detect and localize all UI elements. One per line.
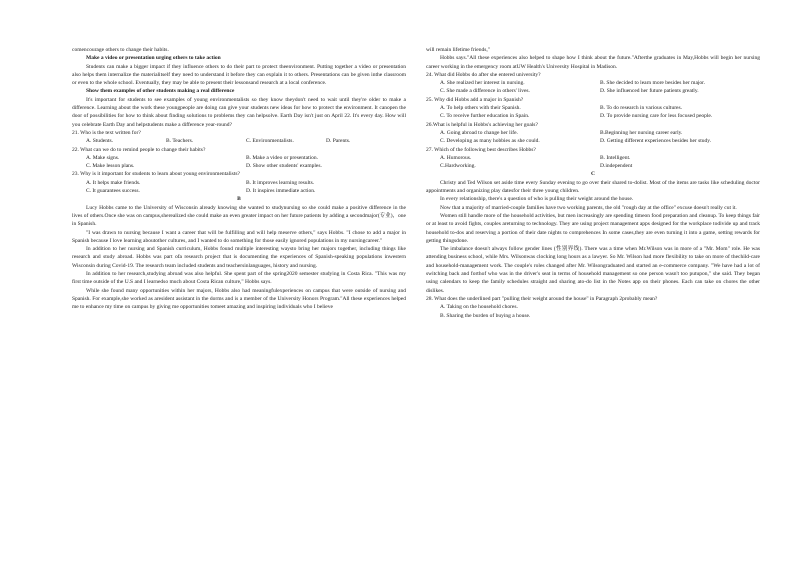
paragraph: In addition to her nursing and Spanish curriculum, Hobbs found multiple interesting waysto bring her majors together, including things like research and study abroad. Hobbs was part ofa research project that is documenting the experiences of Spanish-speaking populations inwestern Wisconsin during Covid-19. The research team included students and teachersinlanguages, history and nursing. [72, 246, 406, 269]
paragraph: Christy and Ted Wilson set aside time every Sunday evening to go over their shared to-dolist. Most of the items are tasks like scheduling doctor appointments and organizing play datesfor their three young children. [426, 179, 760, 195]
question-23-options [72, 179, 406, 196]
paragraph: While she found many opportunities within her majors, Hobbs also had meaningfulexperiences on campus that were outside of nursing and Spanish. For example,she worked as aresident assistant in the dorms and is a member of the University Honors Program."All these experiences helped me to enhance my time on campus by giving me opportunities tomeet amazing and inspiring individuals who I believe [72, 287, 406, 311]
question-27: 27. Which of the following best describes Hobbs? [426, 146, 536, 153]
option: D. It inspires immediate action. [246, 188, 316, 195]
option: D. To provide nursing care for less focused people. [600, 113, 713, 120]
question-28-options [426, 303, 760, 320]
option: A. To help others with their Spanish. [440, 105, 521, 112]
option: A. Students. [86, 138, 114, 145]
option: A. She realized her interest in nursing. [440, 80, 525, 87]
option: C.Hardworking. [440, 163, 476, 170]
question-24-options [426, 79, 760, 96]
left-column [72, 46, 406, 312]
question-25: 25. Why did Hobbs add a major in Spanish? [426, 96, 524, 103]
question-24: 24. What did Hobbs do after she entered university? [426, 71, 541, 78]
question-27-options [426, 154, 760, 171]
option: D.independent [600, 163, 633, 170]
option: C. She made a difference in others' lives. [440, 88, 530, 95]
option: A. It helps make friends. [86, 179, 141, 186]
option: B.Beginning her nursing career early. [600, 129, 683, 136]
question-26: 26.What is helpful in Hobbs's achieving her goals? [426, 121, 538, 128]
paragraph: comencourage others to change their habits. [72, 47, 169, 53]
option: A. Going abroad to change her life. [440, 129, 518, 136]
option: B. To do research in various cultures. [600, 105, 682, 112]
option: B. Sharing the burden of buying a house. [440, 312, 531, 319]
question-22-options [72, 154, 406, 171]
section-heading: Make a video or presentation urging others to take action [86, 55, 221, 62]
paragraph: Lucy Hobbs came to the University of Wisconsin already knowing she wanted to studynursing so she could make a positive difference in the lives of others.Once she was on campus,sherealized she could make an even greater impact on her future patients by adding a secondmajor(专业)，one in Spanish. [72, 204, 406, 228]
option: C. Developing as many hobbies as she could. [440, 138, 540, 145]
paragraph: Now that a majority of married-couple families have two working parents, the old "rough day at the office" excuse doesn't really cut it. [440, 204, 737, 211]
paragraph: "I was drawn to nursing because I want a career that will be fulfilling and will help meserve others," says Hobbs. "I chose to add a major in Spanish because I love learning aboutother cultures, and I wanted to do something for those easily ignored populations in my nursingcareer." [72, 229, 406, 244]
option: A. Taking on the household chores. [440, 304, 518, 311]
paragraph: will remain lifetime friends," [426, 47, 490, 53]
option: C. Environmentalists. [246, 138, 294, 145]
paragraph: It's important for students to see examples of young environmentalists so they know theydon't need to wait until they're older to make a difference. Learning about the work these youngpeople are doing can give your students new ideas for how to protect the environment. It canopen the door of possibilities for how to think about finding solutions to problems they can helpsolve. Earth Day isn't just on April 22. It's every day. How will you celebrate Earth Day and helpstudents make a difference year-round? [72, 96, 406, 128]
option: C. Make lesson plans. [86, 163, 135, 170]
option: B. Intelligent. [600, 154, 631, 161]
option: D. She influenced her future patients greatly. [600, 88, 699, 95]
section-heading: Show them examples of other students making a real difference [86, 88, 235, 95]
option: B. It improves learning results. [246, 179, 315, 186]
option: D. Parents. [326, 138, 351, 145]
option: B. Teachers. [166, 138, 194, 145]
paragraph: Women still handle more of the household activities, but men increasingly are spending timeon food preparation and cleanup. To keep things fair or at least to avoid fights, couples areturning to technology. They are using project management apps designed for the workplace todivide up and track household to-dos and reserving a portion of their date nights to comprehences In some cases,they are even turning it into a game, setting rewards for getting thingsdone. [426, 212, 760, 244]
option: B. Make a video or presentation. [246, 154, 318, 161]
question-21-options [72, 137, 406, 145]
paragraph: Students can make a bigger impact if they influence others to do their part to protect theenvironment. Putting together a video or presentation also helps them internalize the materialitself they need to understand it before they can explain it to others. Presentations can be given inthe classroom or even to the whole school. Eventually, they may be able to present their lessonsand research at a local conference. [72, 63, 406, 87]
option: A. Humorous. [440, 154, 472, 161]
paragraph: Hobbs says."All these experiences also helped to shape how I think about the future."Afterthe graduates in May,Hobbs will begin her nursing career working in the emergency room atUW Health's University Hospital in Madison. [426, 55, 760, 70]
option: D. Getting different experiences besides her study. [600, 138, 712, 145]
option: C. To receive further education in Spain. [440, 113, 530, 120]
option: D. Show other students' examples. [246, 163, 322, 170]
option: A. Make signs. [86, 154, 120, 161]
paragraph: In every relationship, there's a question of who is pulling their weight around the house. [440, 196, 634, 203]
paragraph: The imbalance doesn't always follow gender lines (性别界线). There was a time when Mr.Wilson was in more of a "Mr. Mom" role. He was attending business school, while Mrs. Wilsonwas clocking long hours as a lawyer. So Mr. Wilson had more flexibility to take on more of thechild-care and household-management work. The couple's roles changed after Mr. Wilsongraduated and started an e-commerce company. "We have had a lot of switching back and forthof who was in the driver's seat in terms of household management so one person wasn't too putupon," she said. They began using calendars to keep the family schedules straight and sharing ato-do list in the Notes app on their phones. Each can take on chores the other dislikes. [426, 246, 760, 294]
question-25-options [426, 104, 760, 121]
section-label-c: C [591, 171, 595, 178]
paragraph: In addition to her research,studying abroad was also helpful. She spent part of the spring2020 semester studying in Costa Rica. "This was my first time outside of the U.S and I learnedso much about Costa Rican culture," Hobbs says. [72, 271, 406, 286]
question-23: 23. Why is it important for students to learn about young environmentalists? [72, 171, 240, 178]
question-28: 28. What does the underlined part "pulling their weight around the house" in Paragraph 2probably mean? [426, 295, 658, 302]
option: B. She decided to learn more besides her major. [600, 80, 706, 87]
question-26-options [426, 129, 760, 146]
section-label-b: B [237, 196, 241, 203]
question-21: 21. Who is the text written for? [72, 129, 141, 136]
option: C. It guarantees success. [86, 188, 140, 195]
question-22: 22. What can we do to remind people to change their habits? [72, 146, 206, 153]
right-column [426, 46, 760, 320]
